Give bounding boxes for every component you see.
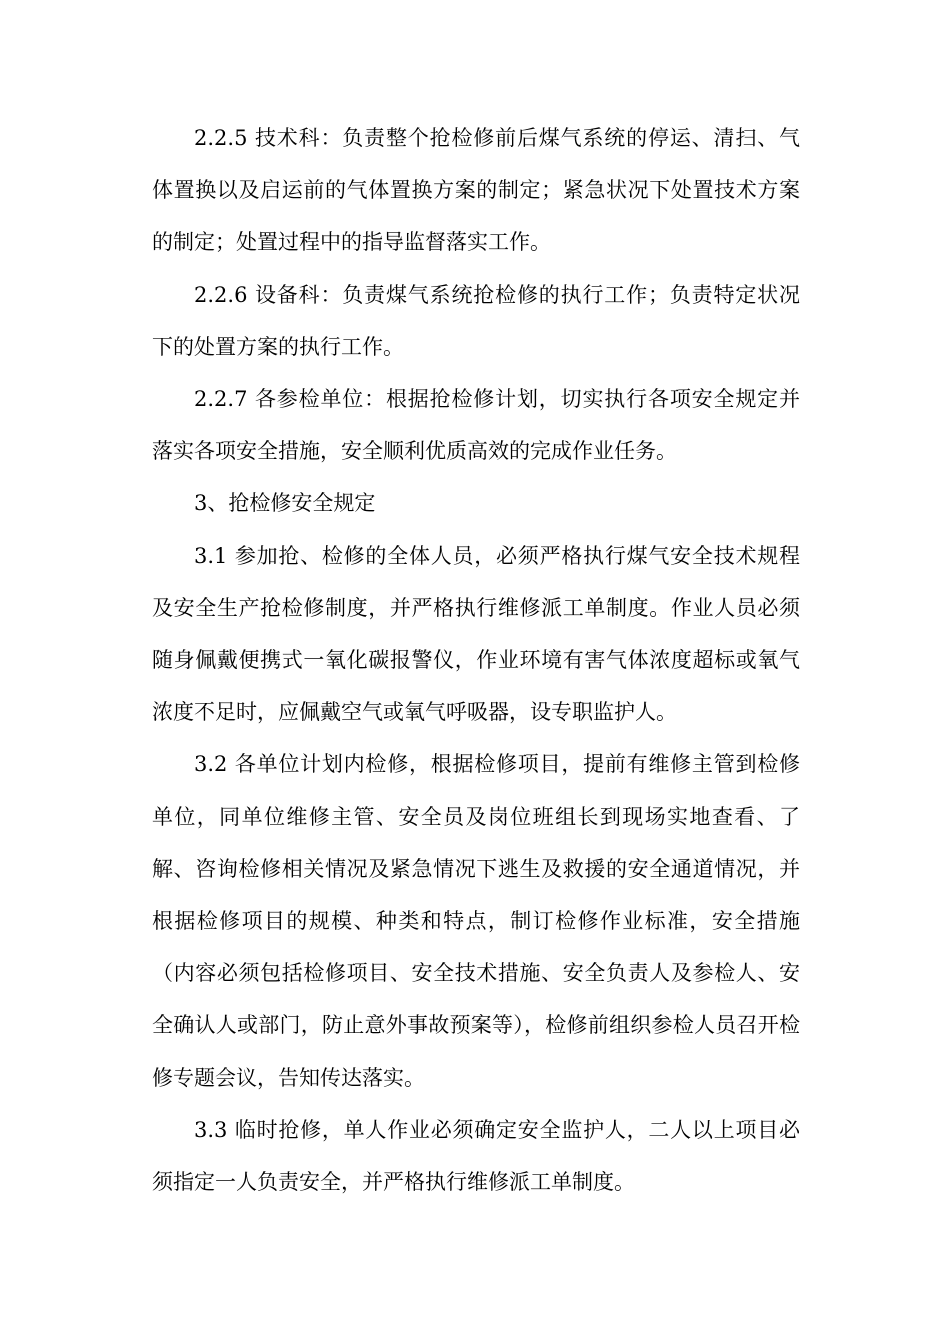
paragraph-3-2: 3.2 各单位计划内检修，根据检修项目，提前有维修主管到检修单位，同单位维修主管、安全员及岗位班组长到现场实地查看、了解、咨询检修相关情况及紧急情况下逃生及救援的安全通道情况，并根据检修项目的规模、种类和特点，制订检修作业标准，安全措施（内容必须包括检修项目、安全技术措施、安全负责人及参检人、安全确认人或部门，防止意外事故预案等），检修前组织参检人员召开检修专题会议，告知传达落实。 — [152, 752, 800, 1090]
document-body — [152, 112, 800, 1208]
paragraph-3-1: 3.1 参加抢、检修的全体人员，必须严格执行煤气安全技术规程及安全生产抢检修制度，并严格执行维修派工单制度。作业人员必须随身佩戴便携式一氧化碳报警仪，作业环境有害气体浓度超标或氧气浓度不足时，应佩戴空气或氧气呼吸器，设专职监护人。 — [152, 543, 800, 725]
paragraph-2-2-7: 2.2.7 各参检单位：根据抢检修计划，切实执行各项安全规定并落实各项安全措施，安全顺利优质高效的完成作业任务。 — [152, 387, 800, 464]
paragraph-2-2-6: 2.2.6 设备科：负责煤气系统抢检修的执行工作；负责特定状况下的处置方案的执行工作。 — [152, 282, 800, 359]
section-heading-3: 3、抢检修安全规定 — [194, 491, 376, 516]
paragraph-2-2-5: 2.2.5 技术科：负责整个抢检修前后煤气系统的停运、清扫、气体置换以及启运前的气体置换方案的制定；紧急状况下处置技术方案的制定；处置过程中的指导监督落实工作。 — [152, 126, 800, 255]
paragraph-3-3: 3.3 临时抢修，单人作业必须确定安全监护人，二人以上项目必须指定一人负责安全，并严格执行维修派工单制度。 — [152, 1117, 800, 1195]
